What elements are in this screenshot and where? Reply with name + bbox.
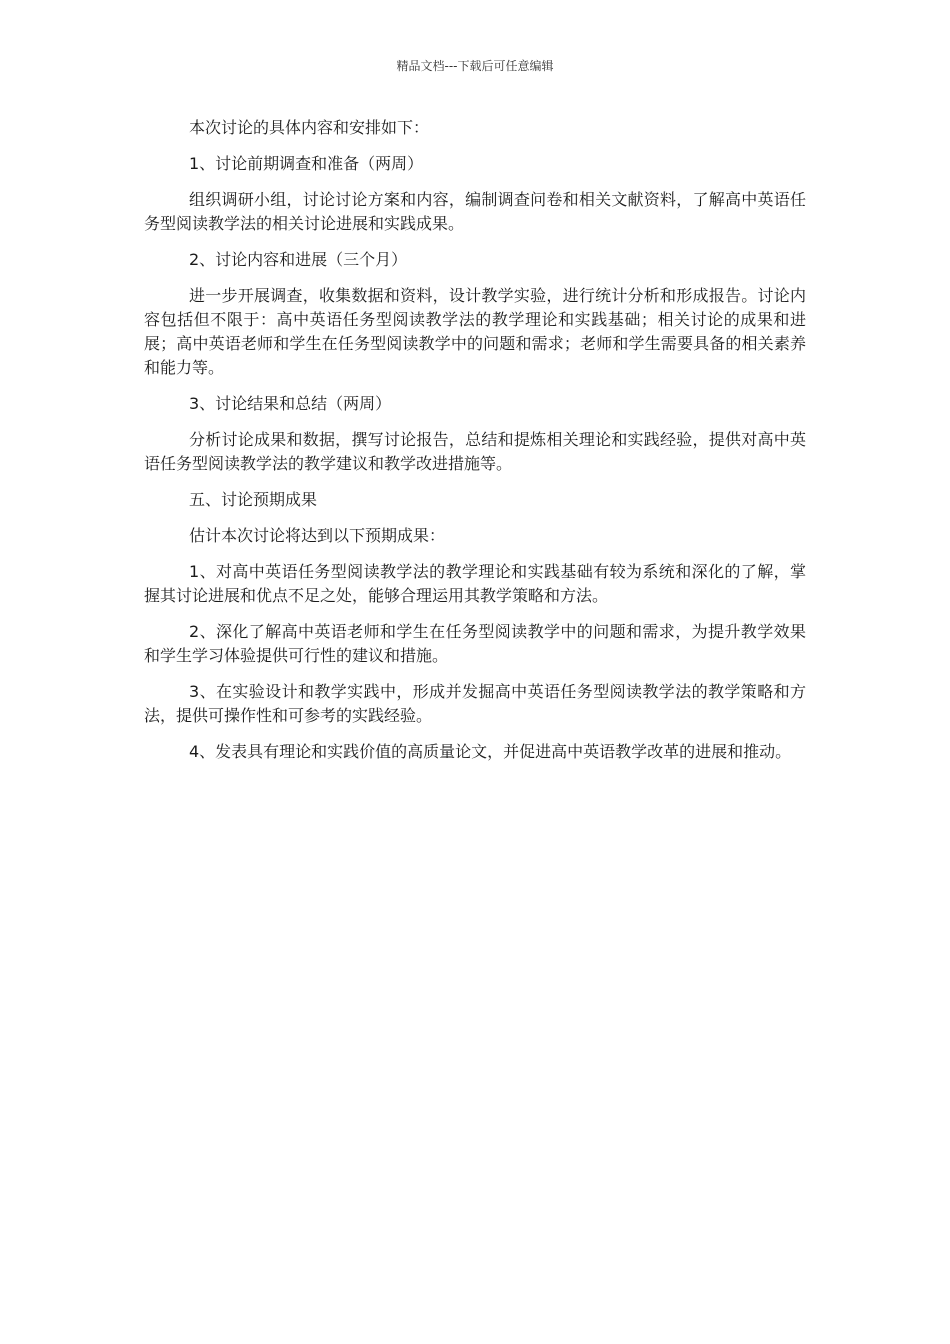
page-header: 精品文档---下载后可任意编辑 — [396, 59, 554, 73]
expected-result-item: 3、在实验设计和教学实践中，形成并发掘高中英语任务型阅读教学法的教学策略和方法，提供可操作性和可参考的实践经验。 — [144, 682, 806, 725]
expected-result-item: 4、发表具有理论和实践价值的高质量论文，并促进高中英语教学改革的进展和推动。 — [189, 742, 792, 761]
section-3-body: 分析讨论成果和数据，撰写讨论报告，总结和提炼相关理论和实践经验，提供对高中英语任务型阅读教学法的教学建议和教学改进措施等。 — [144, 430, 806, 473]
section-2-heading: 2、讨论内容和进展（三个月） — [189, 250, 408, 269]
section-2-body: 进一步开展调查，收集数据和资料，设计教学实验，进行统计分析和形成报告。讨论内容包括但不限于：高中英语任务型阅读教学法的教学理论和实践基础；相关讨论的成果和进展；高中英语老师和学生在任务型阅读教学中的问题和需求；老师和学生需要具备的相关素养和能力等。 — [144, 286, 806, 377]
section-3-heading: 3、讨论结果和总结（两周） — [189, 394, 392, 413]
expected-results-intro: 估计本次讨论将达到以下预期成果： — [189, 526, 446, 545]
document-body — [144, 116, 806, 776]
expected-results-heading: 五、讨论预期成果 — [189, 490, 318, 509]
intro-paragraph: 本次讨论的具体内容和安排如下： — [189, 118, 430, 137]
section-1-heading: 1、讨论前期调查和准备（两周） — [189, 154, 424, 173]
expected-result-item: 1、对高中英语任务型阅读教学法的教学理论和实践基础有较为系统和深化的了解，掌握其讨论进展和优点不足之处，能够合理运用其教学策略和方法。 — [144, 562, 806, 605]
section-1-body: 组织调研小组，讨论讨论方案和内容，编制调查问卷和相关文献资料，了解高中英语任务型阅读教学法的相关讨论进展和实践成果。 — [144, 190, 806, 233]
expected-result-item: 2、深化了解高中英语老师和学生在任务型阅读教学中的问题和需求，为提升教学效果和学生学习体验提供可行性的建议和措施。 — [144, 622, 806, 665]
